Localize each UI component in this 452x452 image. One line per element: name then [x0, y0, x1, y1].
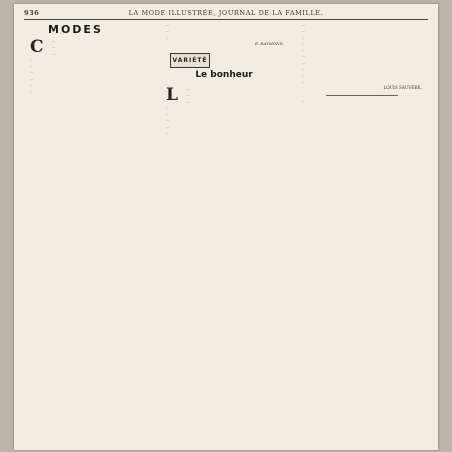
article-paragraph: … [30, 70, 34, 75]
drop-cap: C [30, 37, 44, 57]
story-paragraph: … [302, 35, 306, 40]
variety-banner: VARIÉTÉ [170, 53, 210, 68]
column-variety [160, 23, 288, 443]
article-paragraph: … [166, 23, 170, 27]
section-title-modes: MODES [48, 23, 103, 36]
article-signoff: E. RAYMOND. [254, 41, 284, 47]
article-paragraph: … [51, 51, 56, 56]
story-paragraph: … [302, 67, 306, 72]
page-number: 936 [24, 9, 40, 17]
story-title: Le bonheur [195, 70, 253, 80]
story-paragraph: … [302, 23, 306, 27]
column-story-continued [296, 23, 428, 443]
story-author: LOUIS SAUVÉBE. [383, 85, 422, 91]
journal-title: LA MODE ILLUSTRÉE, JOURNAL DE LA FAMILLE. [128, 9, 324, 17]
story-paragraph: … [302, 41, 306, 46]
magazine-page [14, 4, 438, 450]
story-paragraph: … [185, 93, 190, 98]
story-paragraph: … [166, 118, 170, 123]
story-paragraph: … [302, 29, 306, 34]
article-paragraph: … [30, 83, 34, 88]
header-rule [24, 19, 428, 20]
story-paragraph: L … [160, 87, 288, 92]
article-paragraph: … [30, 76, 34, 81]
column-modes [24, 23, 152, 443]
variety-header [160, 53, 288, 83]
story-paragraph: … [302, 54, 306, 59]
story-paragraph: … [302, 48, 306, 53]
story-paragraph: … [185, 99, 190, 104]
story-paragraph: … [166, 124, 170, 129]
story-paragraph: … [166, 105, 170, 110]
article-paragraph: … [30, 89, 34, 94]
article-paragraph: … [30, 64, 34, 69]
article-paragraph: … [166, 29, 170, 34]
story-paragraph: … [302, 73, 306, 78]
story-paragraph: … [166, 112, 170, 117]
story-paragraph: … [302, 79, 306, 84]
story-paragraph: … [302, 60, 306, 65]
article-paragraph: C … [24, 39, 152, 44]
story-paragraph: … [166, 131, 170, 136]
footnote-rule [326, 95, 398, 96]
article-paragraph: … [166, 35, 170, 40]
article-paragraph: … [51, 45, 56, 50]
running-head [14, 9, 438, 19]
article-paragraph: … [30, 57, 34, 62]
footnote: … [302, 99, 306, 104]
drop-cap: L [166, 85, 178, 105]
